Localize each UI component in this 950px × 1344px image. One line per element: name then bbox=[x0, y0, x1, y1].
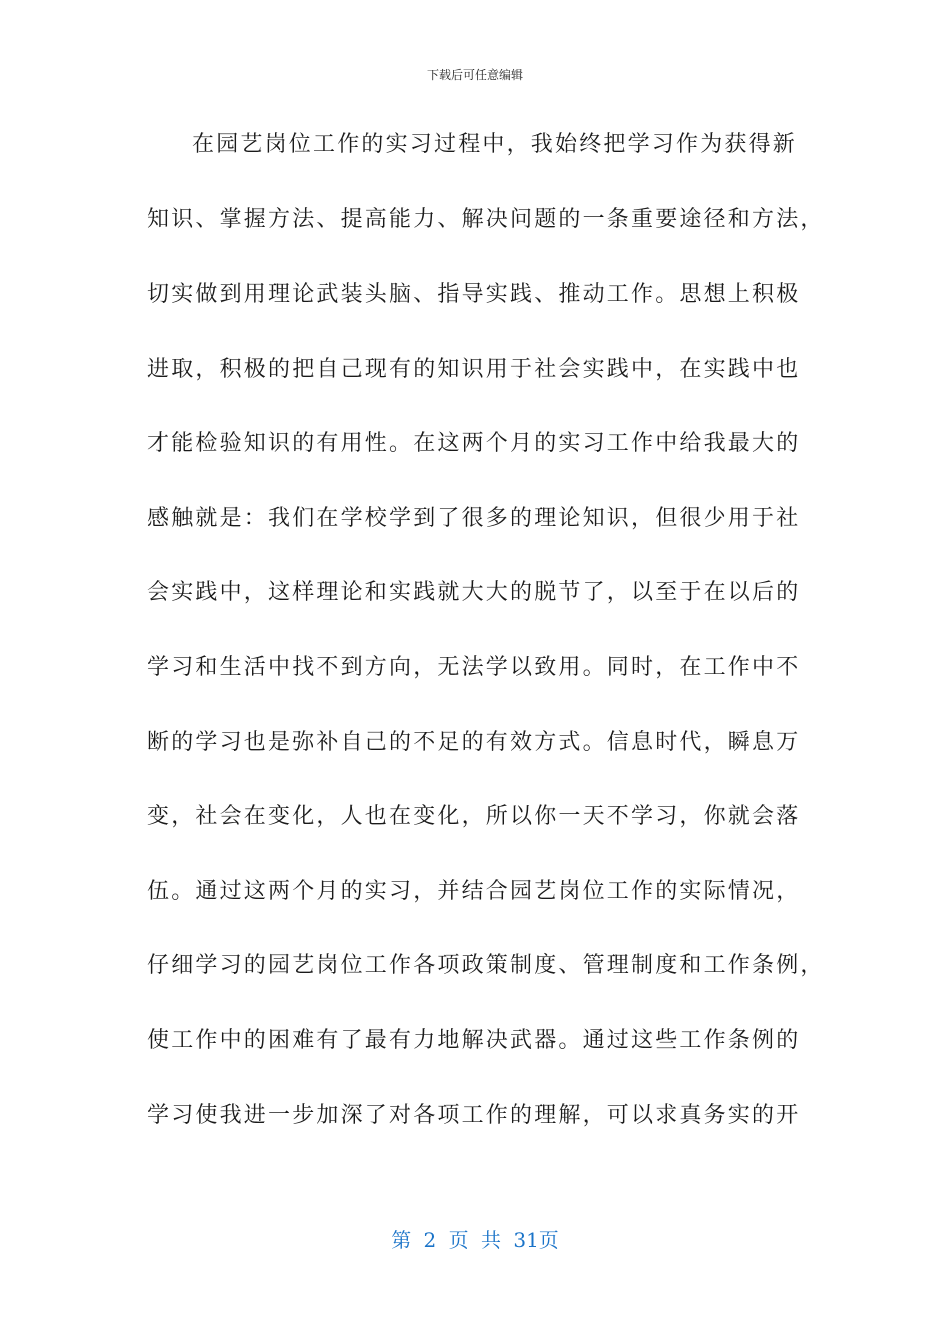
paragraph-line: 才能检验知识的有用性。在这两个月的实习工作中给我最大的 bbox=[147, 431, 801, 456]
paragraph-line: 学习和生活中找不到方向，无法学以致用。同时，在工作中不 bbox=[147, 655, 801, 680]
paragraph-line: 断的学习也是弥补自己的不足的有效方式。信息时代，瞬息万 bbox=[147, 730, 801, 755]
paragraph-line: 在园艺岗位工作的实习过程中，我始终把学习作为获得新 bbox=[192, 132, 798, 157]
paragraph-line: 变，社会在变化，人也在变化，所以你一天不学习，你就会落 bbox=[147, 804, 801, 829]
page-number-footer: 第 2 页 共 31页 bbox=[391, 1228, 559, 1252]
paragraph-line: 切实做到用理论武装头脑、指导实践、推动工作。思想上积极 bbox=[147, 282, 801, 307]
paragraph-line: 伍。通过这两个月的实习，并结合园艺岗位工作的实际情况， bbox=[147, 879, 801, 904]
page-header: 下载后可任意编辑 bbox=[426, 68, 523, 82]
paragraph-line: 进取，积极的把自己现有的知识用于社会实践中，在实践中也 bbox=[147, 357, 801, 382]
paragraph-line: 学习使我进一步加深了对各项工作的理解，可以求真务实的开 bbox=[147, 1103, 801, 1128]
paragraph-line: 使工作中的困难有了最有力地解决武器。通过这些工作条例的 bbox=[147, 1028, 801, 1053]
paragraph-line: 会实践中，这样理论和实践就大大的脱节了，以至于在以后的 bbox=[147, 580, 801, 605]
paragraph-line: 知识、掌握方法、提高能力、解决问题的一条重要途径和方法， bbox=[147, 207, 825, 232]
paragraph-line: 仔细学习的园艺岗位工作各项政策制度、管理制度和工作条例， bbox=[147, 953, 825, 978]
paragraph-line: 感触就是：我们在学校学到了很多的理论知识，但很少用于社 bbox=[147, 506, 801, 531]
